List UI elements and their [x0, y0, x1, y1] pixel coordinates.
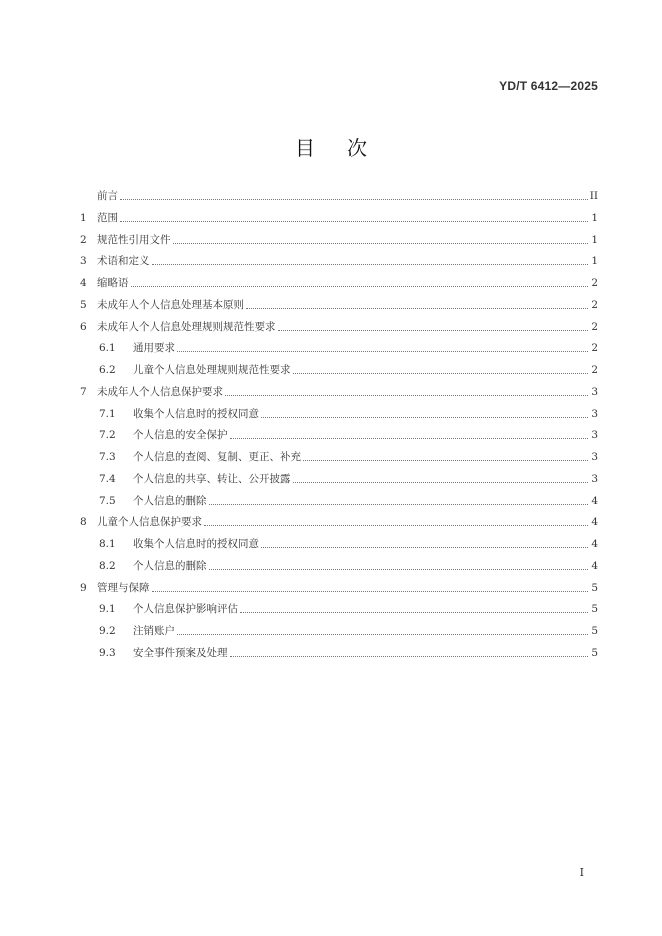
toc-entry-number: 9.3 [99, 646, 116, 659]
toc-entry-page: 3 [591, 472, 598, 485]
toc-leader-dots [225, 395, 588, 396]
toc-entry[interactable] [80, 296, 598, 312]
toc-leader-dots [152, 591, 589, 592]
toc-entry-number: 2 [80, 233, 87, 246]
toc-entry-label: 未成年人个人信息处理基本原则 [97, 298, 244, 311]
toc-entry-label: 管理与保障 [97, 581, 150, 594]
toc-entry-label: 个人信息保护影响评估 [133, 603, 238, 616]
toc-entry-number: 6 [80, 320, 87, 333]
toc-leader-dots [261, 417, 588, 418]
toc-entry[interactable] [80, 448, 598, 464]
toc-entry-page: 4 [591, 538, 598, 550]
toc-entry[interactable] [80, 513, 598, 529]
toc-leader-dots [120, 221, 588, 222]
toc-entry[interactable] [80, 231, 598, 247]
toc-entry-label: 未成年人个人信息保护要求 [97, 385, 223, 398]
toc-entry[interactable] [80, 339, 598, 355]
toc-entry-page: 5 [591, 646, 598, 659]
toc-entry-label: 规范性引用文件 [97, 233, 171, 246]
toc-entry-page: 5 [591, 625, 598, 637]
toc-leader-dots [131, 286, 589, 287]
toc-entry[interactable] [80, 426, 598, 442]
toc-entry-page: 3 [591, 429, 598, 442]
toc-leader-dots [278, 330, 589, 331]
toc-entry-page: 3 [591, 407, 598, 420]
toc-entry[interactable] [80, 274, 598, 290]
toc-entry[interactable] [80, 318, 598, 334]
toc-entry-number: 5 [80, 298, 87, 311]
toc-entry[interactable] [80, 470, 598, 486]
toc-entry-page: 4 [591, 559, 598, 572]
toc-leader-dots [303, 460, 588, 461]
toc-entry-number: 7.1 [99, 407, 116, 420]
toc-entry-page: 2 [591, 320, 598, 333]
toc-entry-page: 1 [591, 233, 598, 246]
toc-leader-dots [240, 612, 588, 613]
toc-entry-page: II [589, 190, 598, 202]
toc-entry-label: 通用要求 [133, 342, 175, 355]
toc-entry-number: 7 [80, 385, 87, 398]
toc-entry-page: 4 [591, 516, 598, 529]
toc-leader-dots [293, 482, 589, 483]
toc-leader-dots [177, 634, 588, 635]
toc-entry-number: 7.2 [99, 429, 116, 442]
toc-leader-dots [230, 656, 589, 657]
toc-leader-dots [120, 199, 588, 200]
toc-entry-page: 4 [591, 494, 598, 507]
toc-leader-dots [173, 243, 589, 244]
toc-entry-number: 8.1 [99, 538, 116, 550]
toc-entry-page: 1 [591, 211, 598, 224]
toc-entry-label: 个人信息的安全保护 [133, 429, 228, 442]
toc-entry-number: 4 [80, 277, 87, 289]
toc-entry-label: 个人信息的删除 [133, 494, 207, 507]
toc-entry-label: 儿童个人信息处理规则规范性要求 [133, 364, 291, 376]
toc-entry-page: 2 [591, 342, 598, 355]
toc-leader-dots [246, 308, 588, 309]
toc-entry[interactable] [80, 579, 598, 595]
toc-entry-number: 7.3 [99, 451, 116, 463]
toc-leader-dots [152, 264, 589, 265]
toc-entry-page: 3 [591, 451, 598, 463]
toc-leader-dots [261, 547, 588, 548]
toc-entry-page: 2 [591, 298, 598, 311]
page-title [0, 132, 662, 161]
toc-entry-label: 个人信息的删除 [133, 559, 207, 572]
toc-entry-number: 9 [80, 581, 87, 594]
toc-entry-number: 9.2 [99, 625, 116, 637]
toc-entry-number: 9.1 [99, 603, 116, 616]
page-number: I [579, 866, 584, 879]
toc-entry[interactable] [80, 383, 598, 399]
toc-leader-dots [293, 373, 589, 374]
toc-entry[interactable] [80, 622, 598, 638]
title-part-2: 次 [347, 136, 367, 160]
title-part-1: 目 [295, 136, 315, 160]
toc-entry-number: 8 [80, 516, 87, 529]
toc-entry-number: 1 [80, 211, 87, 224]
toc-entry-label: 个人信息的查阅、复制、更正、补充 [133, 451, 301, 463]
toc-entry-page: 2 [591, 364, 598, 376]
toc-entry[interactable] [80, 644, 598, 660]
toc-entry[interactable] [80, 209, 598, 225]
toc-entry[interactable] [80, 361, 598, 377]
toc-entry-label: 未成年人个人信息处理规则规范性要求 [97, 320, 276, 333]
toc-entry-number: 7.4 [99, 472, 116, 485]
toc-entry-label: 收集个人信息时的授权同意 [133, 407, 259, 420]
toc-entry-label: 儿童个人信息保护要求 [97, 516, 202, 529]
toc-entry-label: 注销账户 [133, 625, 175, 637]
toc-entry-label: 范围 [97, 211, 118, 224]
toc-entry-label: 个人信息的共享、转让、公开披露 [133, 472, 291, 485]
toc-entry-page: 5 [591, 603, 598, 616]
toc-leader-dots [230, 438, 589, 439]
toc-entry-label: 前言 [97, 190, 118, 202]
toc-leader-dots [209, 569, 589, 570]
toc-entry-page: 1 [591, 255, 598, 268]
toc-entry-number: 6.1 [99, 342, 116, 355]
toc-entry-label: 缩略语 [97, 277, 129, 289]
toc-entry[interactable] [80, 535, 598, 551]
standard-code: YD/T 6412—2025 [499, 79, 598, 93]
toc-entry[interactable] [80, 557, 598, 573]
toc-entry-number: 7.5 [99, 494, 116, 507]
toc-entry-page: 2 [591, 277, 598, 289]
toc-leader-dots [177, 351, 588, 352]
toc-leader-dots [209, 504, 589, 505]
toc-entry[interactable] [80, 187, 598, 203]
toc-entry-page: 5 [591, 581, 598, 594]
toc-entry[interactable] [80, 252, 598, 268]
toc-entry[interactable] [80, 600, 598, 616]
toc-entry[interactable] [80, 405, 598, 421]
toc-entry-number: 3 [80, 255, 87, 268]
toc-entry-label: 安全事件预案及处理 [133, 646, 228, 659]
toc-entry-page: 3 [591, 385, 598, 398]
toc-entry-number: 6.2 [99, 364, 116, 376]
toc-leader-dots [204, 525, 588, 526]
toc-entry-label: 术语和定义 [97, 255, 150, 268]
toc-entry-label: 收集个人信息时的授权同意 [133, 538, 259, 550]
toc-entry[interactable] [80, 492, 598, 508]
toc-entry-number: 8.2 [99, 559, 116, 572]
